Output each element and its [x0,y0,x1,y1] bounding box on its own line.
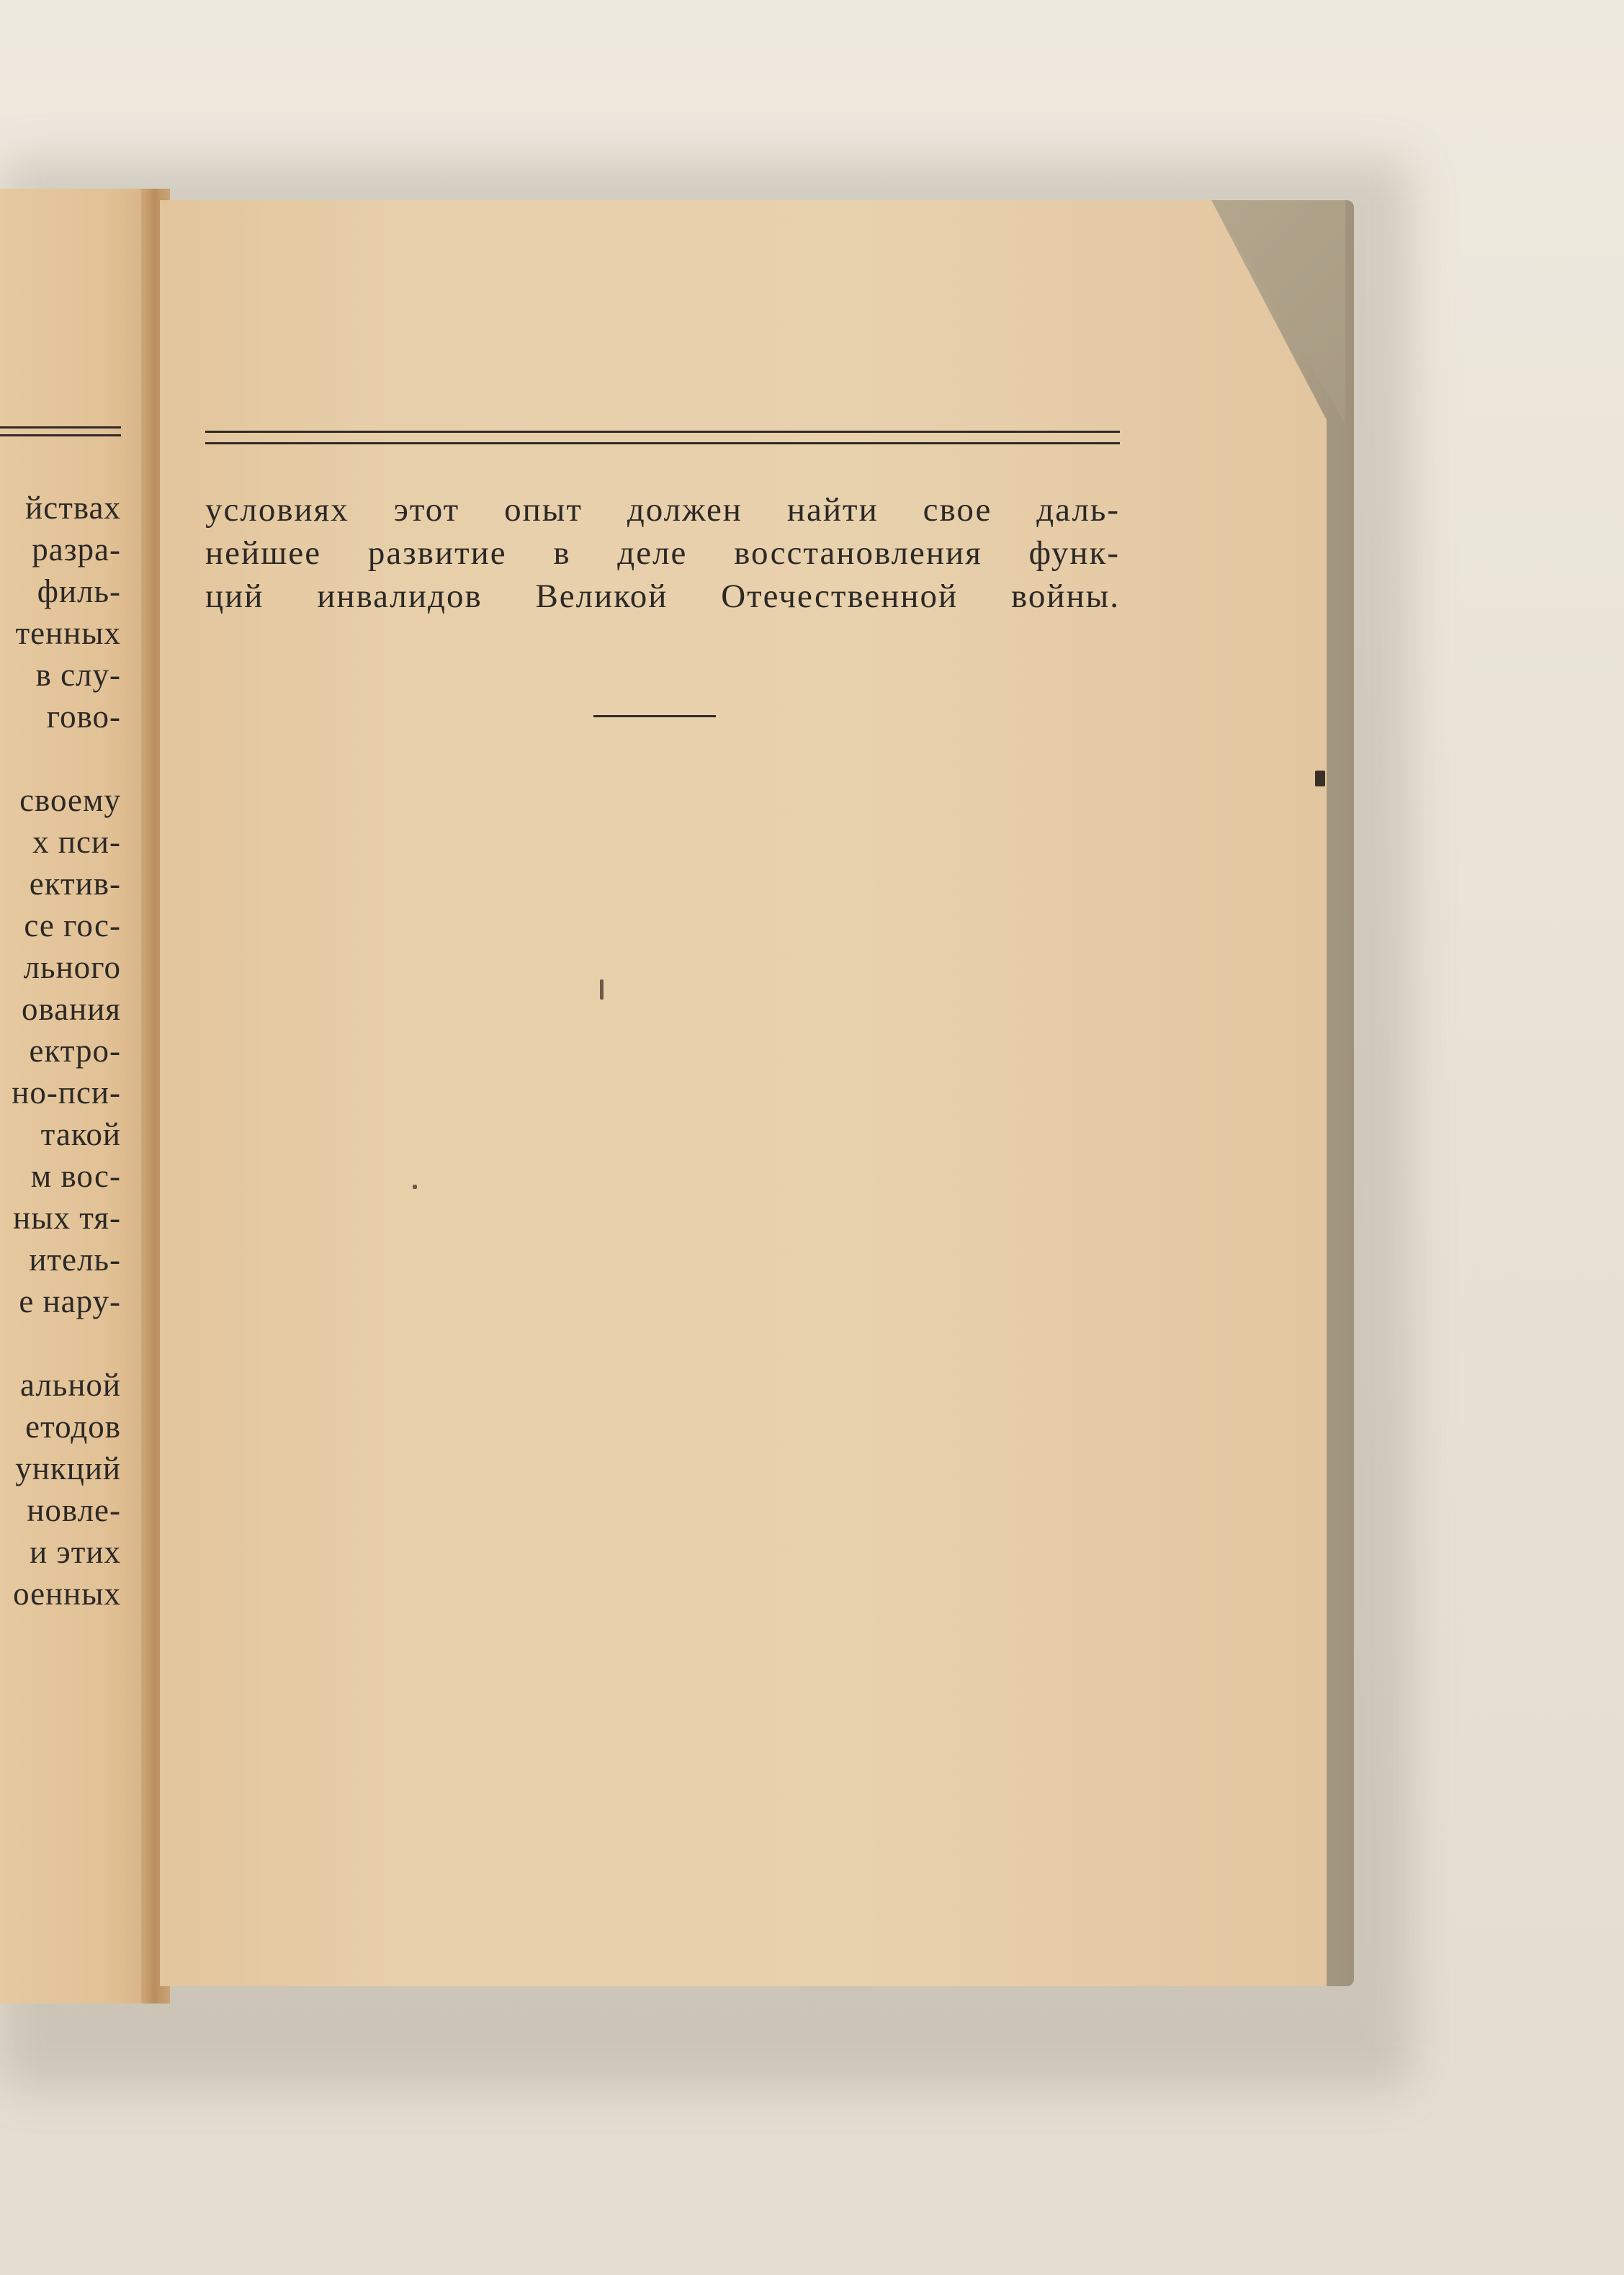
text-line: нейшее развитие в деле восстановления функ- [205,534,1120,572]
left-line: ных тя- [13,1200,121,1236]
left-line: и этих [30,1534,121,1570]
text-line: условиях этот опыт должен найти свое даль- [205,491,1120,529]
left-line: тенных [15,615,121,651]
paper-speck [413,1185,417,1189]
left-line: такой [40,1116,121,1152]
header-rule-2 [205,442,1120,444]
left-line: льного [23,949,121,985]
text-line: ций инвалидов Великой Отечественной войны. [205,578,1120,615]
left-line: ования [22,991,121,1027]
left-page-header-rule [0,426,121,428]
left-page-text-column [0,487,121,1615]
left-line: гово- [46,699,121,735]
paragraph-gap [0,737,121,779]
left-line: ектро- [29,1033,121,1069]
paragraph-text [205,488,1120,618]
left-line: ункций [15,1450,121,1486]
left-line: ектив- [29,866,121,902]
left-line: йствах [25,490,121,526]
paper-speck [1315,771,1325,786]
end-of-text-rule [593,715,716,717]
left-line: филь- [37,573,121,609]
paragraph-gap [0,1322,121,1364]
left-page-header-rule-2 [0,434,121,436]
left-line: но-пси- [12,1074,121,1110]
left-line: итель- [29,1242,121,1278]
left-line: новле- [27,1492,121,1528]
paper-speck [600,979,604,1000]
left-line: х пси- [32,824,121,860]
left-line: се гос- [24,907,121,943]
left-line: оенных [13,1576,121,1612]
left-line: етодов [25,1409,121,1445]
left-line: разра- [32,531,121,567]
left-line: м вос- [30,1158,121,1194]
header-rule [205,431,1120,433]
left-line: е нару- [19,1283,121,1319]
right-page [160,200,1327,1986]
left-line: своему [19,782,121,818]
left-line: альной [19,1367,121,1403]
left-line: в слу- [35,657,121,693]
